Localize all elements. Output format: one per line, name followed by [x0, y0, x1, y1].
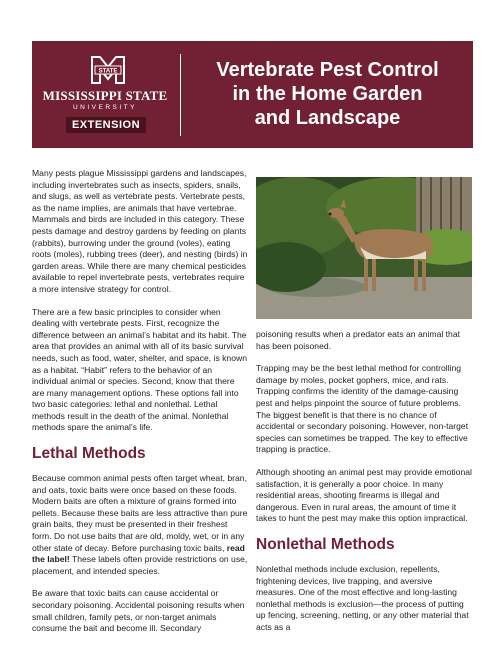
right-column [256, 329, 472, 644]
university-logo [32, 41, 178, 148]
deer-photo-image [256, 177, 472, 319]
logo-extension: EXTENSION [66, 117, 146, 133]
lethal-text: These labels often provide restrictions on use, placement, and intended species. [32, 554, 248, 576]
intro-paragraph: There are a few basic principles to consider when dealing with vertebrate pests. First, recognize the difference between an animal’s habitat and its habit. The area that provides an animal with all of its basic survival needs, such as food, water, shelter, and space, is known as a habitat. “Habit” refers to the behavior of an individual animal or species. Second, know that there are many management options. These options fall into two basic categories: lethal and nonlethal. Lethal methods result in the death of the animal. Nonlethal methods spare the animal’s life. [32, 306, 247, 433]
lethal-methods-heading: Lethal Methods [32, 445, 146, 463]
logo-university-sub: UNIVERSITY [72, 104, 137, 111]
lethal-text: Because common animal pests often target wheat, bran, and oats, toxic baits were once based on these foods. Modern baits are often a mixture of grains formed into pellets. Because these baits are less attractive than pure grain baits, they must be presented in their freshest form. Do not use baits that are old, moldy, wet, or in any other state of decay. Before purchasing toxic baits, [32, 473, 248, 553]
left-column [32, 168, 248, 646]
deer-photo [256, 177, 472, 319]
title-line: in the Home Garden [232, 83, 423, 105]
lethal-paragraph: Be aware that toxic baits can cause accidental or secondary poisoning. Accidental poisoning results when small children, family pets, or non-target animals consume the bait and become ill. Secondary [32, 588, 245, 634]
lethal-bold-text: read the label! [32, 542, 245, 565]
page-title [182, 58, 473, 130]
logo-university-name: MISSISSIPPI STATE [42, 88, 168, 103]
msu-emblem-icon [88, 55, 128, 85]
body-paragraph: poisoning results when a predator eats an animal that has been poisoned. [256, 329, 460, 351]
emblem-text: STATE [98, 68, 118, 75]
body-paragraph: Although shooting an animal pest may provide emotional satisfaction, it is generally a poor choice. In many residential areas, shooting firearms is illegal and dangerous. Even in rural areas, the amount of time it takes to hunt the pest may make this option impractical. [256, 466, 472, 524]
body-paragraph: Trapping may be the best lethal method for controlling damage by moles, pocket gophers, mice, and rats. Trapping confirms the identity of the damage-causing pest and helps pinpoint the source of future problems. The biggest benefit is that there is no chance of accidental or secondary poisoning. However, non-target species can sometimes be trapped. The key to effective trapping is practice. [256, 363, 469, 455]
intro-paragraph: Many pests plague Mississippi gardens and landscapes, including invertebrates such as insects, spiders, snails, and slugs, as well as vertebrate pests. Vertebrate pests, as the name implies, are animals that have vertebrae. Mammals and birds are included in this category. These pests damage and destroy gardens by feeding on plants (rabbits), burrowing under the ground (voles), eating roots (moles), rubbing trees (deer), and nesting (birds) in garden areas. While there are many chemical pesticides available to repel invertebrate pests, vertebrates require a more intensive strategy for control. [32, 168, 248, 294]
nonlethal-methods-heading: Nonlethal Methods [256, 535, 395, 553]
nonlethal-paragraph: Nonlethal methods include exclusion, repellents, frightening devices, live trapping, and aversive measures. One of the most effective and long-lasting nonlethal methods is exclusion—the process of putting up fencing, screening, netting, or any other material that acts as a [256, 563, 469, 632]
title-line: and Landscape [254, 107, 401, 129]
lethal-paragraph [32, 473, 248, 577]
header-banner [32, 41, 473, 148]
header-divider [180, 54, 181, 136]
title-line: Vertebrate Pest Control [216, 59, 439, 81]
